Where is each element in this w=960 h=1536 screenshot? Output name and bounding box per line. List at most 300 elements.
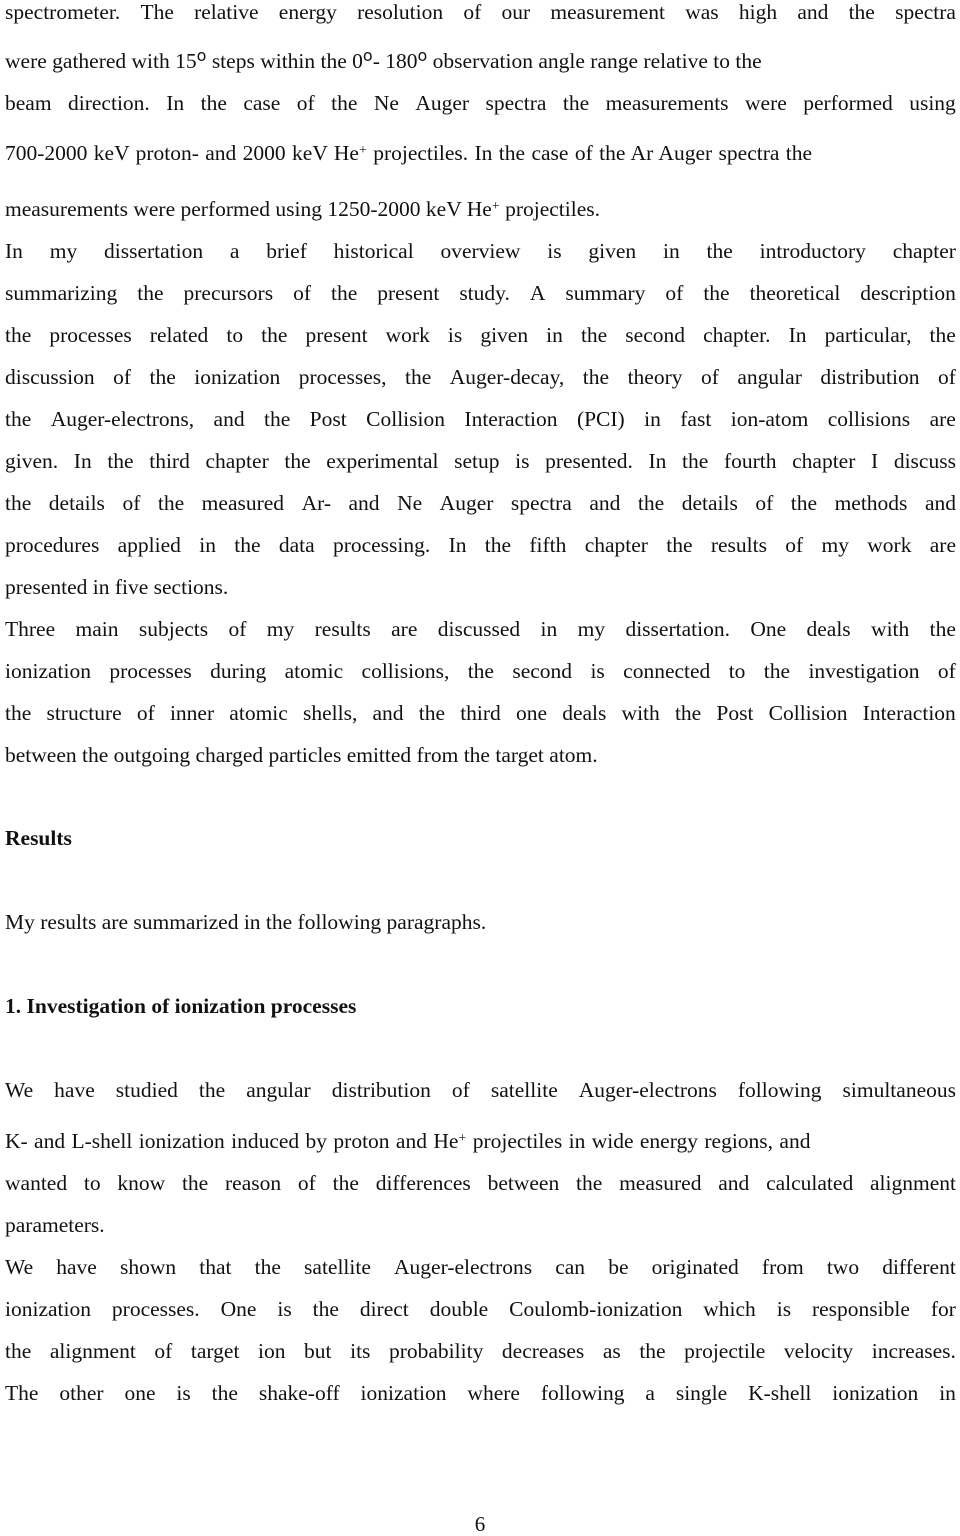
text-line bbox=[5, 533, 956, 557]
word: relative bbox=[194, 0, 259, 24]
word: of bbox=[700, 365, 719, 389]
text-line bbox=[5, 407, 956, 431]
text-line: K- and L-shell ionization induced by proton and He+ projectiles in wide energy regions, and bbox=[5, 1129, 811, 1153]
word: the bbox=[5, 701, 32, 725]
word: of bbox=[463, 0, 482, 24]
word: differences bbox=[375, 1171, 471, 1195]
word: In bbox=[448, 533, 467, 557]
word: We bbox=[5, 1255, 34, 1279]
superscript: + bbox=[358, 143, 367, 158]
word: measured bbox=[619, 1171, 702, 1195]
text-line bbox=[5, 323, 956, 347]
text-line bbox=[5, 1381, 956, 1405]
word: which bbox=[703, 1297, 756, 1321]
word: were bbox=[745, 91, 787, 115]
word: processes, bbox=[298, 365, 387, 389]
word: the bbox=[5, 1339, 32, 1363]
word: know bbox=[117, 1171, 166, 1195]
word: Interaction bbox=[464, 407, 558, 431]
word: Auger bbox=[415, 91, 470, 115]
word: of bbox=[122, 491, 141, 515]
word: the bbox=[467, 659, 494, 683]
word: one bbox=[515, 701, 548, 725]
word: a bbox=[229, 239, 240, 263]
word: chapter bbox=[792, 449, 856, 473]
word: following bbox=[737, 1078, 822, 1102]
word: is bbox=[547, 239, 562, 263]
word: Interaction bbox=[862, 701, 956, 725]
word: was bbox=[685, 0, 719, 24]
superscript: + bbox=[458, 1131, 467, 1146]
word: We bbox=[5, 1078, 34, 1102]
word: In bbox=[648, 449, 667, 473]
word: between bbox=[487, 1171, 560, 1195]
text-line bbox=[5, 46, 956, 75]
word: of bbox=[293, 281, 311, 305]
word: the bbox=[582, 365, 610, 389]
word: ionization bbox=[5, 659, 91, 683]
word: the bbox=[331, 91, 358, 115]
word: deals bbox=[806, 617, 851, 641]
word: distribution bbox=[331, 1078, 431, 1102]
word: the bbox=[198, 1078, 226, 1102]
word: dissertation bbox=[104, 239, 204, 263]
word: direction. bbox=[68, 91, 150, 115]
word: of bbox=[136, 701, 155, 725]
word: responsible bbox=[811, 1297, 910, 1321]
word: subjects bbox=[138, 617, 209, 641]
word: the bbox=[706, 239, 733, 263]
word: Ar- bbox=[301, 491, 331, 515]
word: the bbox=[639, 1339, 666, 1363]
word: can bbox=[555, 1255, 586, 1279]
text-line bbox=[5, 91, 956, 115]
word: historical bbox=[333, 239, 414, 263]
text-line: 700-2000 keV proton- and 2000 keV He+ projectiles. In the case of the Ar Auger spectra the bbox=[5, 141, 813, 165]
word: results bbox=[710, 533, 767, 557]
word: where bbox=[467, 1381, 520, 1405]
word: the bbox=[418, 701, 446, 725]
word: angular bbox=[246, 1078, 311, 1102]
word: have bbox=[56, 1255, 97, 1279]
word: following bbox=[540, 1381, 625, 1405]
word: of bbox=[113, 365, 131, 389]
word: and bbox=[213, 407, 245, 431]
word: is bbox=[447, 323, 463, 347]
word: is bbox=[776, 1297, 792, 1321]
text-line bbox=[5, 1339, 956, 1363]
word: the bbox=[848, 0, 875, 24]
word: data bbox=[278, 533, 315, 557]
word: the bbox=[5, 323, 32, 347]
word: One bbox=[220, 1297, 257, 1321]
word: as bbox=[602, 1339, 621, 1363]
word: is bbox=[515, 449, 530, 473]
word: the bbox=[5, 491, 32, 515]
word: given. bbox=[5, 449, 59, 473]
word: given bbox=[588, 239, 637, 263]
text-segment: were gathered with 15$^o$ steps within the 0$^o$- 180$^o$ observation angle range relative to the bbox=[5, 46, 762, 73]
word: in bbox=[644, 407, 661, 431]
word: precursors bbox=[183, 281, 274, 305]
word: in bbox=[939, 1381, 956, 1405]
word: ion bbox=[258, 1339, 286, 1363]
word: Three bbox=[5, 617, 56, 641]
word: of bbox=[154, 1339, 173, 1363]
word: structure bbox=[46, 701, 122, 725]
word: wanted bbox=[5, 1171, 68, 1195]
word: projectile bbox=[684, 1339, 766, 1363]
word: the bbox=[254, 1255, 281, 1279]
word: are bbox=[929, 407, 956, 431]
word: the bbox=[211, 1381, 238, 1405]
word: the bbox=[149, 365, 176, 389]
word: processes bbox=[49, 323, 132, 347]
word: the bbox=[107, 449, 134, 473]
word: satellite bbox=[490, 1078, 558, 1102]
page-number: 6 bbox=[474, 1512, 486, 1536]
degree-sign: o bbox=[417, 46, 428, 65]
word: but bbox=[304, 1339, 332, 1363]
word: the bbox=[929, 323, 956, 347]
word: the bbox=[137, 281, 164, 305]
word: distribution bbox=[820, 365, 920, 389]
word: In bbox=[788, 323, 807, 347]
word: is bbox=[277, 1297, 292, 1321]
word: beam bbox=[5, 91, 52, 115]
word: have bbox=[54, 1078, 95, 1102]
word: of bbox=[297, 1171, 316, 1195]
word: energy bbox=[278, 0, 337, 24]
word: of bbox=[296, 91, 315, 115]
word: investigation bbox=[808, 659, 920, 683]
word: the bbox=[666, 533, 693, 557]
word: details bbox=[681, 491, 738, 515]
word: methods bbox=[834, 491, 908, 515]
section-heading: Results bbox=[5, 826, 72, 850]
word: to bbox=[728, 659, 746, 683]
word: alignment bbox=[869, 1171, 956, 1195]
word: of bbox=[665, 281, 684, 305]
word: performed bbox=[803, 91, 893, 115]
word: setup bbox=[454, 449, 500, 473]
text-line bbox=[5, 0, 956, 24]
word: decreases bbox=[501, 1339, 585, 1363]
word: the bbox=[157, 491, 185, 515]
word: given bbox=[480, 323, 529, 347]
word: the bbox=[562, 91, 590, 115]
word: studied bbox=[115, 1078, 178, 1102]
word: to bbox=[83, 1171, 101, 1195]
word: the bbox=[580, 323, 608, 347]
text-line: My results are summarized in the following paragraphs. bbox=[5, 910, 487, 934]
word: and bbox=[797, 0, 829, 24]
word: and bbox=[924, 491, 956, 515]
word: measurements bbox=[605, 91, 729, 115]
word: simultaneous bbox=[842, 1078, 956, 1102]
word: measured bbox=[201, 491, 285, 515]
word: the bbox=[637, 491, 665, 515]
word: double bbox=[429, 1297, 489, 1321]
word: of bbox=[755, 491, 774, 515]
word: ionization bbox=[360, 1381, 447, 1405]
word: that bbox=[199, 1255, 232, 1279]
word: the bbox=[200, 91, 227, 115]
text-line: measurements were performed using 1250-2000 keV He+ projectiles. bbox=[5, 197, 601, 221]
word: direct bbox=[359, 1297, 409, 1321]
word: high bbox=[738, 0, 778, 24]
word: of bbox=[785, 533, 804, 557]
text-line bbox=[5, 1171, 956, 1195]
word: its bbox=[350, 1339, 371, 1363]
word: in bbox=[199, 533, 216, 557]
word: Post bbox=[716, 701, 754, 725]
word: velocity bbox=[783, 1339, 854, 1363]
degree-sign: o bbox=[362, 46, 373, 65]
word: Auger bbox=[439, 491, 494, 515]
word: shown bbox=[119, 1255, 177, 1279]
subsection-heading: 1. Investigation of ionization processes bbox=[5, 994, 357, 1018]
word: study. bbox=[459, 281, 510, 305]
word: K-shell bbox=[748, 1381, 812, 1405]
word: collisions, bbox=[361, 659, 450, 683]
word: the bbox=[404, 365, 432, 389]
word: related bbox=[149, 323, 209, 347]
word: target bbox=[190, 1339, 240, 1363]
word: shells, bbox=[302, 701, 358, 725]
word: theoretical bbox=[749, 281, 841, 305]
word: the bbox=[763, 659, 791, 683]
word: two bbox=[826, 1255, 860, 1279]
word: satellite bbox=[304, 1255, 371, 1279]
text-line bbox=[5, 491, 956, 515]
word: ion-atom bbox=[730, 407, 809, 431]
word: results bbox=[314, 617, 371, 641]
word: processes bbox=[109, 659, 192, 683]
word: brief bbox=[266, 239, 307, 263]
word: the bbox=[330, 281, 358, 305]
text-line bbox=[5, 449, 956, 473]
word: with bbox=[871, 617, 910, 641]
word: discuss bbox=[893, 449, 956, 473]
word: work bbox=[385, 323, 430, 347]
word: details bbox=[48, 491, 105, 515]
degree-sign: o bbox=[196, 46, 207, 65]
text-line: parameters. bbox=[5, 1213, 105, 1237]
word: processes. bbox=[111, 1297, 200, 1321]
word: ionization bbox=[5, 1297, 91, 1321]
word: In bbox=[73, 449, 92, 473]
word: chapter. bbox=[703, 323, 771, 347]
text-line bbox=[5, 659, 956, 683]
word: my bbox=[49, 239, 78, 263]
word: work bbox=[867, 533, 912, 557]
word: chapter bbox=[584, 533, 648, 557]
word: present bbox=[377, 281, 440, 305]
word: One bbox=[750, 617, 787, 641]
word: second bbox=[625, 323, 685, 347]
word: the bbox=[674, 701, 702, 725]
word: and bbox=[348, 491, 380, 515]
word: Coulomb-ionization bbox=[509, 1297, 683, 1321]
word: my bbox=[821, 533, 849, 557]
word: single bbox=[675, 1381, 728, 1405]
word: is bbox=[590, 659, 605, 683]
word: experimental bbox=[326, 449, 439, 473]
word: discussed bbox=[437, 617, 521, 641]
text-line bbox=[5, 1297, 956, 1321]
word: (PCI) bbox=[576, 407, 625, 431]
word: introductory bbox=[759, 239, 866, 263]
word: be bbox=[608, 1255, 629, 1279]
word: alignment bbox=[49, 1339, 136, 1363]
text-line bbox=[5, 281, 956, 305]
word: and bbox=[372, 701, 404, 725]
word: A bbox=[529, 281, 546, 305]
word: from bbox=[761, 1255, 804, 1279]
word: the bbox=[181, 1171, 209, 1195]
word: Ne bbox=[373, 91, 399, 115]
word: spectra bbox=[895, 0, 956, 24]
word: I bbox=[871, 449, 879, 473]
word: third bbox=[149, 449, 190, 473]
text-line bbox=[5, 1255, 956, 1279]
word: spectra bbox=[485, 91, 547, 115]
word: ionization bbox=[194, 365, 281, 389]
word: inner bbox=[169, 701, 215, 725]
word: one bbox=[124, 1381, 156, 1405]
text-line bbox=[5, 617, 956, 641]
word: are bbox=[391, 617, 418, 641]
word: the bbox=[332, 1171, 359, 1195]
word: particular, bbox=[824, 323, 912, 347]
word: the bbox=[312, 1297, 339, 1321]
word: presented. bbox=[545, 449, 633, 473]
word: of bbox=[937, 365, 956, 389]
word: summary bbox=[565, 281, 646, 305]
word: theory bbox=[627, 365, 683, 389]
word: procedures bbox=[5, 533, 100, 557]
word: using bbox=[909, 91, 956, 115]
text-line bbox=[5, 365, 956, 389]
word: connected bbox=[623, 659, 711, 683]
word: Auger-electrons bbox=[394, 1255, 533, 1279]
word: are bbox=[929, 533, 956, 557]
word: other bbox=[59, 1381, 104, 1405]
word: the bbox=[682, 449, 709, 473]
word: Auger-electrons, bbox=[50, 407, 195, 431]
word: a bbox=[645, 1381, 655, 1405]
word: summarizing bbox=[5, 281, 118, 305]
word: originated bbox=[651, 1255, 739, 1279]
word: Ne bbox=[397, 491, 423, 515]
word: case bbox=[243, 91, 281, 115]
word: second bbox=[512, 659, 573, 683]
word: chapter bbox=[892, 239, 956, 263]
word: processing. bbox=[332, 533, 431, 557]
word: Collision bbox=[366, 407, 445, 431]
word: in bbox=[540, 617, 558, 641]
word: spectra bbox=[510, 491, 572, 515]
word: of bbox=[937, 659, 956, 683]
word: ionization bbox=[832, 1381, 919, 1405]
text-line bbox=[5, 701, 956, 725]
text-line bbox=[5, 1078, 956, 1102]
word: in bbox=[662, 239, 680, 263]
word: the bbox=[790, 491, 818, 515]
word: our bbox=[501, 0, 531, 24]
word: and bbox=[718, 1171, 750, 1195]
word: Auger-decay, bbox=[449, 365, 565, 389]
word: for bbox=[930, 1297, 956, 1321]
word: the bbox=[261, 323, 288, 347]
word: to bbox=[226, 323, 244, 347]
word: during bbox=[210, 659, 267, 683]
word: applied bbox=[117, 533, 181, 557]
word: The bbox=[5, 1381, 39, 1405]
word: deals bbox=[562, 701, 607, 725]
word: the bbox=[576, 1171, 603, 1195]
word: reason bbox=[225, 1171, 282, 1195]
word: present bbox=[305, 323, 368, 347]
word: my bbox=[577, 617, 606, 641]
word: spectrometer. bbox=[5, 0, 121, 24]
text-line bbox=[5, 239, 956, 263]
word: atomic bbox=[229, 701, 288, 725]
word: third bbox=[460, 701, 501, 725]
word: atomic bbox=[284, 659, 344, 683]
word: the bbox=[263, 407, 291, 431]
word: the bbox=[703, 281, 730, 305]
word: the bbox=[284, 449, 311, 473]
word: is bbox=[176, 1381, 191, 1405]
text-line: presented in five sections. bbox=[5, 575, 229, 599]
word: main bbox=[75, 617, 119, 641]
word: dissertation. bbox=[625, 617, 730, 641]
word: angular bbox=[737, 365, 802, 389]
word: different bbox=[882, 1255, 956, 1279]
word: The bbox=[140, 0, 174, 24]
word: calculated bbox=[766, 1171, 854, 1195]
word: resolution bbox=[357, 0, 444, 24]
word: measurement bbox=[550, 0, 665, 24]
word: fourth bbox=[723, 449, 777, 473]
word: Post bbox=[309, 407, 347, 431]
word: collisions bbox=[827, 407, 911, 431]
word: the bbox=[484, 533, 512, 557]
word: shake-off bbox=[258, 1381, 340, 1405]
text-line: between the outgoing charged particles emitted from the target atom. bbox=[5, 743, 598, 767]
word: Auger-electrons bbox=[578, 1078, 717, 1102]
word: description bbox=[860, 281, 956, 305]
word: chapter bbox=[205, 449, 269, 473]
word: In bbox=[5, 239, 23, 263]
word: and bbox=[589, 491, 621, 515]
word: the bbox=[5, 407, 32, 431]
word: In bbox=[166, 91, 185, 115]
word: of bbox=[228, 617, 247, 641]
word: Collision bbox=[768, 701, 848, 725]
word: with bbox=[621, 701, 660, 725]
word: in bbox=[546, 323, 563, 347]
superscript: + bbox=[491, 199, 500, 214]
word: increases. bbox=[871, 1339, 956, 1363]
word: the bbox=[929, 617, 956, 641]
word: probability bbox=[388, 1339, 484, 1363]
word: discussion bbox=[5, 365, 95, 389]
word: fast bbox=[680, 407, 712, 431]
word: the bbox=[234, 533, 261, 557]
